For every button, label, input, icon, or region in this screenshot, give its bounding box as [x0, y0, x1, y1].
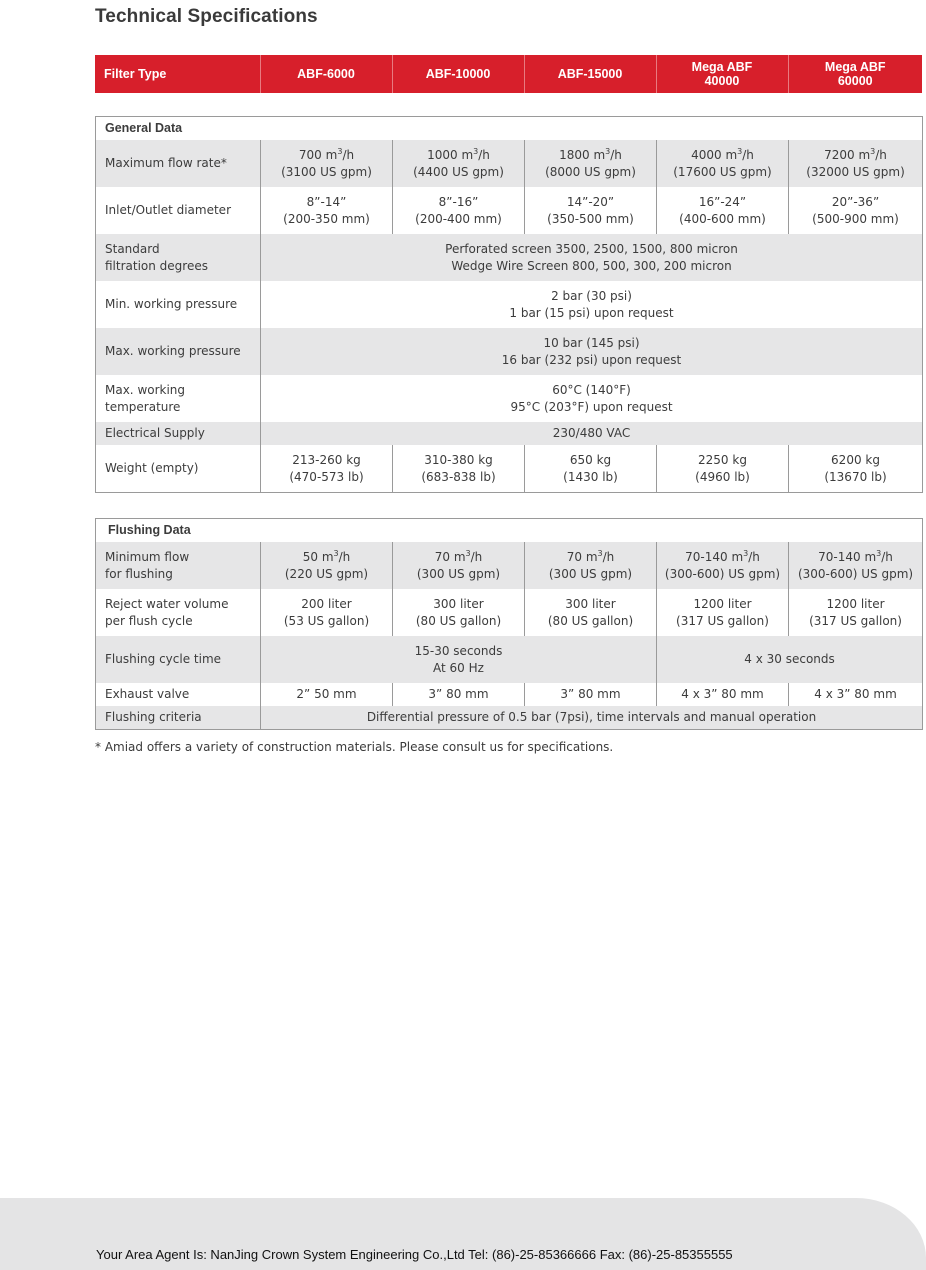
- table-cell: 16”-24” (400-600 mm): [657, 187, 789, 234]
- header-model: ABF-10000: [392, 55, 524, 93]
- header-model: Mega ABF 40000: [656, 55, 788, 93]
- table-cell: 3” 80 mm: [525, 683, 657, 706]
- table-cell: 700 $m^3/h$ (3100 US gpm): [261, 140, 393, 187]
- table-row: [96, 706, 923, 730]
- table-cell: 200 liter (53 US gallon): [261, 589, 393, 636]
- table-row: [96, 683, 923, 706]
- table-cell: Differential pressure of 0.5 bar (7psi), time intervals and manual operation: [261, 706, 923, 730]
- header-label: Filter Type: [95, 55, 260, 93]
- table-cell: 1800 $m^3/h$ (8000 US gpm): [525, 140, 657, 187]
- table-cell: 300 liter (80 US gallon): [393, 589, 525, 636]
- table-cell: 70 $m^3/h$ (300 US gpm): [525, 542, 657, 589]
- table-row: [96, 422, 923, 445]
- table-cell: 213-260 kg (470-573 lb): [261, 445, 393, 493]
- table-row: [96, 542, 923, 589]
- table-cell: 70-140 $m^3/h$ (300-600) US gpm): [789, 542, 923, 589]
- section-heading: General Data: [96, 117, 923, 141]
- table-cell: 4 x 3” 80 mm: [789, 683, 923, 706]
- table-cell: 8”-14” (200-350 mm): [261, 187, 393, 234]
- footer-agent-info: Your Area Agent Is: NanJing Crown System Engineering Co.,Ltd Tel: (86)-25-85366666 Fax: (86)-25-85355555: [96, 1247, 733, 1262]
- table-row: [96, 328, 923, 375]
- row-label: Max. working temperature: [105, 382, 186, 414]
- table-cell: 4 x 3” 80 mm: [657, 683, 789, 706]
- row-label: Flushing criteria: [96, 706, 261, 730]
- table-row: [96, 445, 923, 493]
- table-cell: 4000 $m^3/h$ (17600 US gpm): [657, 140, 789, 187]
- row-label: Exhaust valve: [105, 687, 190, 701]
- row-label: Flushing cycle time: [96, 636, 261, 683]
- table-row: [96, 636, 923, 683]
- row-label: Min. working pressure: [105, 297, 238, 311]
- table-cell: 14”-20” (350-500 mm): [525, 187, 657, 234]
- table-cell: 650 kg (1430 lb): [525, 445, 657, 493]
- table-cell: 2250 kg (4960 lb): [657, 445, 789, 493]
- row-label: Minimum flow for flushing: [96, 542, 261, 589]
- filter-type-header: [95, 55, 922, 93]
- page-title: Technical Specifications: [95, 6, 318, 27]
- table-cell: 4 x 30 seconds: [657, 636, 923, 683]
- table-cell: 2 bar (30 psi) 1 bar (15 psi) upon request: [261, 281, 923, 328]
- table-row: [96, 375, 923, 422]
- header-model: Mega ABF 60000: [788, 55, 922, 93]
- table-cell: 6200 kg (13670 lb): [789, 445, 923, 493]
- row-label: Maximum flow rate*: [96, 140, 261, 187]
- table-row: [96, 140, 923, 187]
- table-row: [96, 187, 923, 234]
- table-cell: 1000 $m^3/h$ (4400 US gpm): [393, 140, 525, 187]
- table-cell: 70-140 $m^3/h$ (300-600) US gpm): [657, 542, 789, 589]
- row-label: Electrical Supply: [96, 422, 261, 445]
- table-cell: 2” 50 mm: [261, 683, 393, 706]
- general-data-table: [95, 116, 923, 493]
- table-row: [96, 281, 923, 328]
- table-cell: Perforated screen 3500, 2500, 1500, 800 micron Wedge Wire Screen 800, 500, 300, 200 micron: [261, 234, 923, 281]
- section-heading: Flushing Data: [96, 519, 923, 543]
- row-label: Reject water volume per flush cycle: [105, 596, 229, 628]
- row-label: Standard filtration degrees: [96, 234, 261, 281]
- table-cell: 70 $m^3/h$ (300 US gpm): [393, 542, 525, 589]
- table-cell: 10 bar (145 psi) 16 bar (232 psi) upon request: [261, 328, 923, 375]
- header-model: ABF-6000: [260, 55, 392, 93]
- table-row: [96, 589, 923, 636]
- flushing-data-table: [95, 518, 923, 730]
- table-cell: 1200 liter (317 US gallon): [789, 589, 923, 636]
- header-model: ABF-15000: [524, 55, 656, 93]
- row-label: Weight (empty): [105, 461, 199, 475]
- row-label: Inlet/Outlet diameter: [105, 203, 231, 217]
- table-cell: 3” 80 mm: [393, 683, 525, 706]
- table-cell: 8”-16” (200-400 mm): [393, 187, 525, 234]
- table-cell: 1200 liter (317 US gallon): [657, 589, 789, 636]
- table-cell: 15-30 seconds At 60 Hz: [261, 636, 657, 683]
- table-cell: 300 liter (80 US gallon): [525, 589, 657, 636]
- row-label: Max. working pressure: [96, 328, 261, 375]
- table-cell: 60°C (140°F) 95°C (203°F) upon request: [261, 375, 923, 422]
- table-row: [96, 234, 923, 281]
- footnote: * Amiad offers a variety of construction materials. Please consult us for specifications.: [95, 740, 614, 754]
- table-cell: 20”-36” (500-900 mm): [789, 187, 923, 234]
- table-cell: 50 $m^3/h$ (220 US gpm): [261, 542, 393, 589]
- table-cell: 7200 $m^3/h$ (32000 US gpm): [789, 140, 923, 187]
- table-cell: 230/480 VAC: [261, 422, 923, 445]
- table-cell: 310-380 kg (683-838 lb): [393, 445, 525, 493]
